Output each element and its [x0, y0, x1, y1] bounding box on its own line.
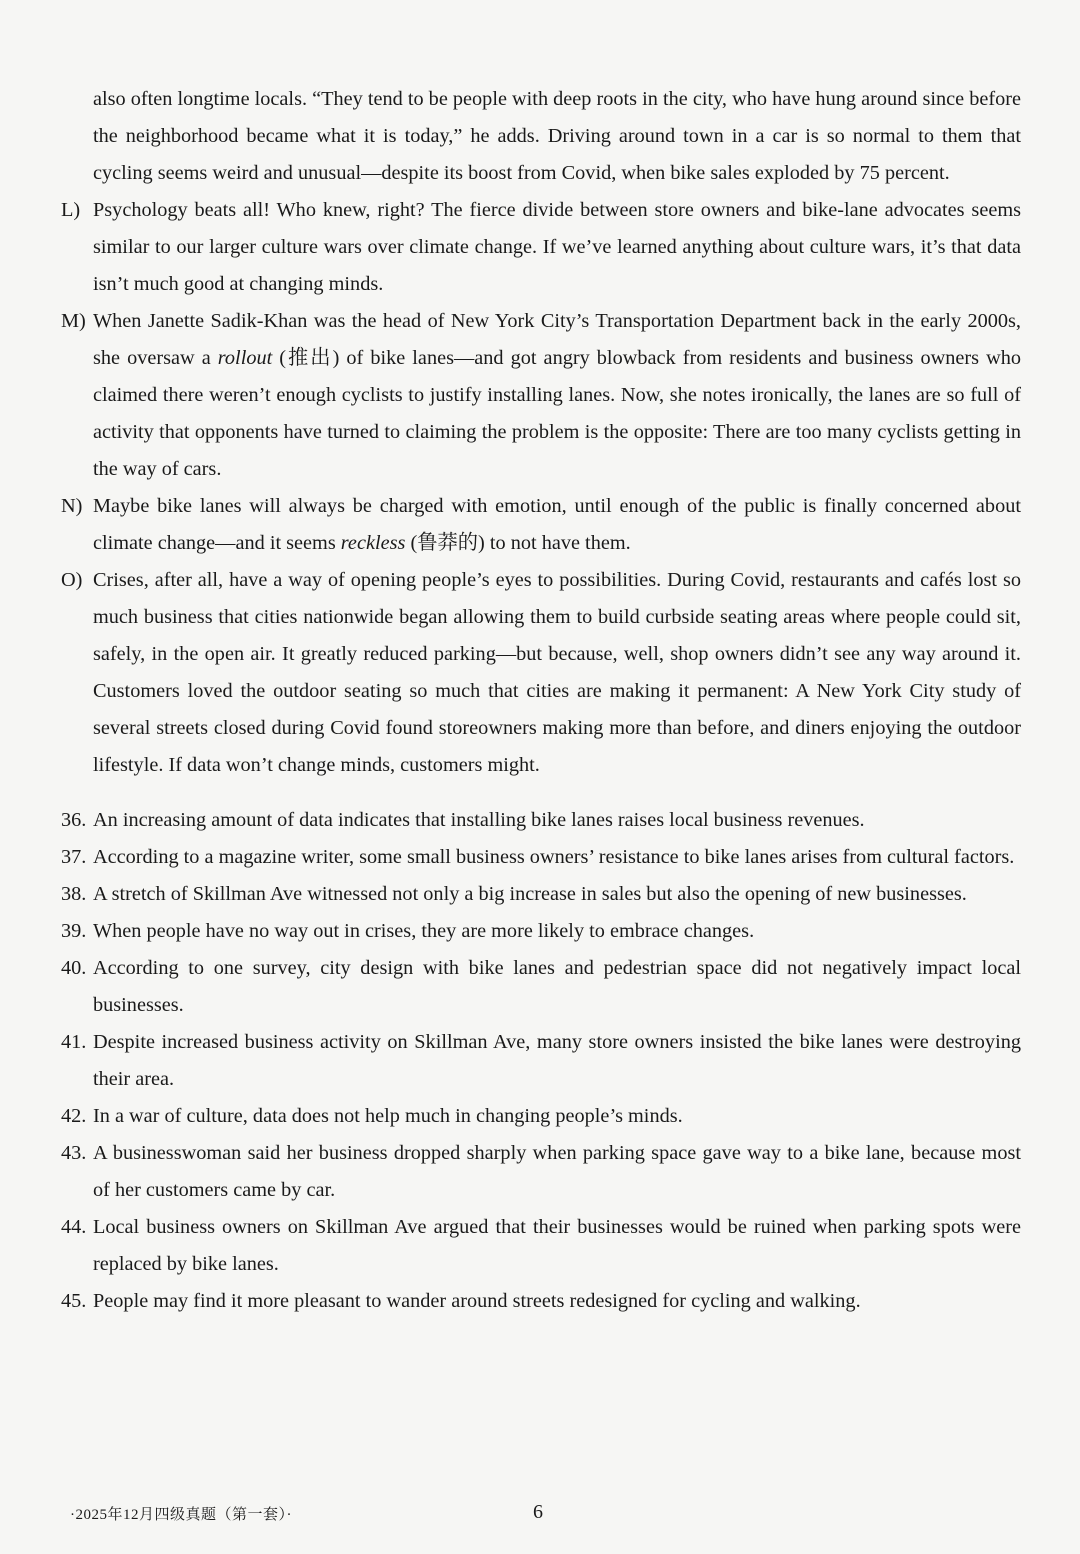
question-item: [61, 1135, 1021, 1209]
question-number: 42.: [61, 1105, 87, 1127]
question-number: 45.: [61, 1290, 87, 1312]
question-number: 44.: [61, 1216, 87, 1238]
chinese-gloss: (推出): [272, 347, 340, 369]
paragraph-n: [61, 488, 1021, 562]
question-list: [61, 802, 1021, 1320]
paragraph-m: [61, 303, 1021, 488]
question-text: Local business owners on Skillman Ave argued that their businesses would be ruined when parking spots were replaced by bike lanes.: [93, 1216, 1021, 1275]
paragraph-text: to not have them.: [484, 532, 631, 554]
question-item: [61, 950, 1021, 1024]
question-text: A businesswoman said her business dropped sharply when parking space gave way to a bike lane, because most of her customers came by car.: [93, 1142, 1021, 1201]
paragraph-text: Psychology beats all! Who knew, right? The fierce divide between store owners and bike-lane advocates seems similar to our larger culture wars over climate change. If we’ve learned anything about culture wars, it’s that data isn’t much good at changing minds.: [93, 199, 1021, 295]
question-number: 39.: [61, 920, 87, 942]
question-item: [61, 1209, 1021, 1283]
question-item: [61, 1098, 1021, 1135]
question-number: 41.: [61, 1031, 87, 1053]
page-content: [61, 81, 1021, 1320]
question-text: According to a magazine writer, some small business owners’ resistance to bike lanes arises from cultural factors.: [93, 846, 1015, 868]
paragraph-text: also often longtime locals. “They tend to be people with deep roots in the city, who have hung around since before the neighborhood became what it is today,” he adds. Driving around town in a car is so normal to them that cycling seems weird and unusual—despite its boost from Covid, when bike sales exploded by 75 percent.: [93, 88, 1021, 184]
paragraph-o: [61, 562, 1021, 784]
paragraph-text: Maybe bike lanes will always be charged with emotion, until enough of the public is finally concerned about climate change—and it seems: [93, 495, 1021, 554]
question-text: An increasing amount of data indicates that installing bike lanes raises local business revenues.: [93, 809, 865, 831]
question-number: 40.: [61, 957, 87, 979]
paragraph-text: When Janette Sadik-Khan was the head of New York City’s Transportation Department back in the early 2000s, she oversaw a: [93, 310, 1021, 369]
question-text: When people have no way out in crises, they are more likely to embrace changes.: [93, 920, 755, 942]
footer-source: ·2025年12月四级真题（第一套）·: [70, 1507, 292, 1523]
question-item: [61, 876, 1021, 913]
paragraph-label: L): [61, 199, 81, 221]
question-number: 36.: [61, 809, 87, 831]
question-text: Despite increased business activity on Skillman Ave, many store owners insisted the bike lanes were destroying their area.: [93, 1031, 1021, 1090]
question-item: [61, 1024, 1021, 1098]
question-item: [61, 913, 1021, 950]
question-item: [61, 1283, 1021, 1320]
question-item: [61, 839, 1021, 876]
paragraph-label: M): [61, 310, 86, 332]
paragraph-l: [61, 192, 1021, 303]
question-number: 43.: [61, 1142, 87, 1164]
question-text: According to one survey, city design with bike lanes and pedestrian space did not negatively impact local businesses.: [93, 957, 1021, 1016]
paragraph-text: of bike lanes—and got angry blowback from residents and business owners who claimed there weren’t enough cyclists to justify installing lanes. Now, she notes ironically, the lanes are so full of activity that opponents have turned to claiming the problem is the opposite: There are too many cyclists getting in the way of cars.: [93, 347, 1022, 480]
question-text: A stretch of Skillman Ave witnessed not only a big increase in sales but also the opening of new businesses.: [93, 883, 967, 905]
page-number: 6: [533, 1501, 543, 1523]
question-item: [61, 802, 1021, 839]
glossed-word: rollout: [217, 347, 273, 369]
paragraph-text: Crises, after all, have a way of opening people’s eyes to possibilities. During Covid, restaurants and cafés lost so much business that cities nationwide began allowing them to build curbside seating areas where people could sit, safely, in the open air. It greatly reduced parking—but because, well, shop owners didn’t see any way around it. Customers loved the outdoor seating so much that cities are making it permanent: A New York City study of several streets closed during Covid found storeowners making more than before, and diners enjoying the outdoor lifestyle. If data won’t change minds, customers might.: [93, 569, 1021, 776]
question-text: In a war of culture, data does not help much in changing people’s minds.: [93, 1105, 683, 1127]
glossed-word: reckless: [340, 532, 406, 554]
paragraph-label: O): [61, 569, 83, 591]
question-text: People may find it more pleasant to wander around streets redesigned for cycling and walking.: [93, 1290, 861, 1312]
passage-continuation: [61, 81, 1021, 192]
paragraph-label: N): [61, 495, 83, 517]
chinese-gloss: (鲁莽的): [405, 532, 485, 554]
question-number: 37.: [61, 846, 87, 868]
question-number: 38.: [61, 883, 87, 905]
